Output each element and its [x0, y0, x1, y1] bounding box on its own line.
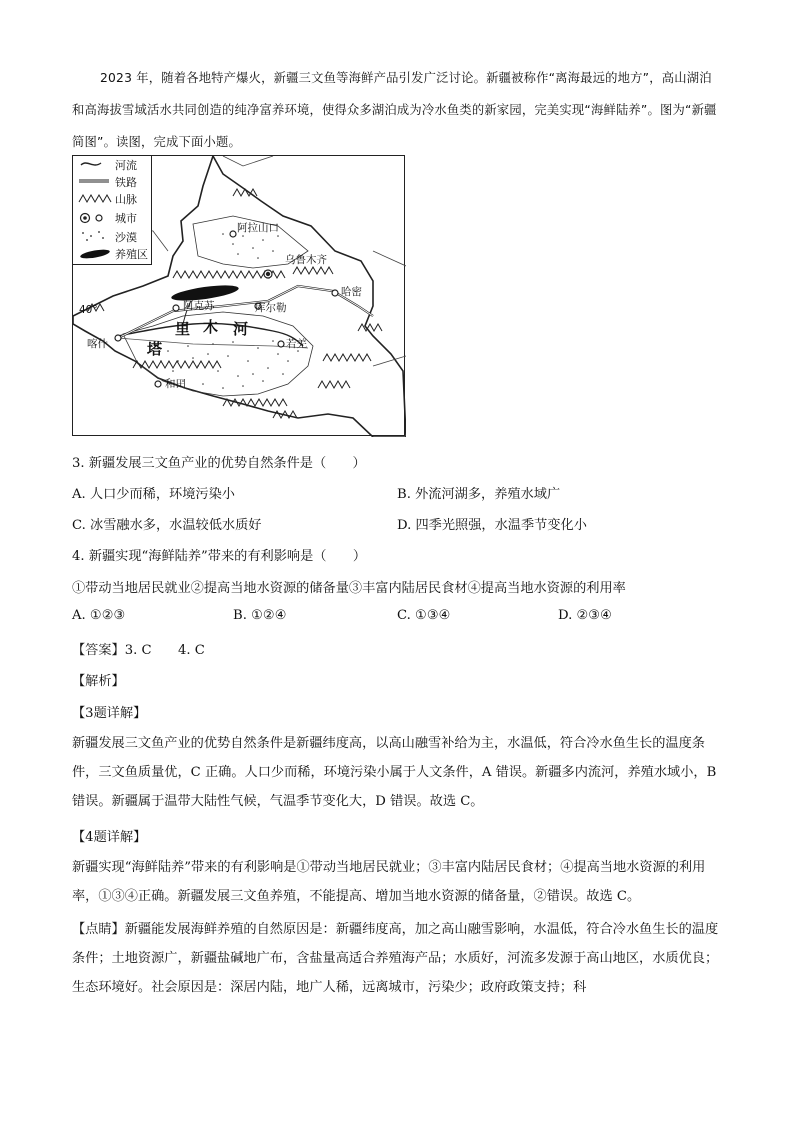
label-ta: 塔: [147, 340, 163, 358]
q3-option-b: B. 外流河湖多，养殖水域广: [397, 487, 561, 502]
answer-text: 3. C 4. C: [124, 643, 205, 658]
q3-option-a: A. 人口少而稀，环境污染小: [72, 487, 235, 502]
label-urumqi: 乌鲁木齐: [285, 254, 327, 266]
q3-option-d: D. 四季光照强，水温季节变化小: [397, 518, 587, 533]
map-legend: [73, 156, 152, 265]
intro-paragraph: 2023 年，随着各地特产爆火，新疆三文鱼等海鲜产品引发广泛讨论。新疆被称作“离海最远的地方”，高山湖泊和高海拔雪域活水共同创造的纯净富养环境，使得众多湖泊成为冷水鱼类的新家园，完美实现“海鲜陆养”。图为“新疆简图”。读图，完成下面小题。: [72, 71, 717, 149]
q4-items: ①带动当地居民就业②提高当地水资源的储备量③丰富内陆居民食材④提高当地水资源的利用率: [72, 581, 626, 596]
label-latitude: 40°: [79, 304, 98, 316]
note-paragraph: [72, 915, 724, 1002]
q3-detail: 新疆发展三文鱼产业的优势自然条件是新疆纬度高，以高山融雪补给为主，水温低，符合冷水鱼生长的温度条件，三文鱼质量优，C 正确。人口少而稀，环境污染小属于人文条件，A 错误。新疆多内流河，养殖水域小，B 错误。新疆属于温带大陆性气候，气温季节变化大，D 错误。故选 C。: [72, 736, 717, 809]
q3-option-c: C. 冰雪融水多，水温较低水质好: [72, 518, 262, 533]
label-aksu: 阿克苏: [183, 300, 215, 312]
q4-detail: 新疆实现“海鲜陆养”带来的有利影响是①带动当地居民就业；③丰富内陆居民食材；④提高当地水资源的利用率，①③④正确。新疆发展三文鱼养殖，不能提高、增加当地水资源的储备量，②错误。故选 C。: [72, 860, 706, 904]
answer-line: [72, 639, 205, 658]
q4-option-c: C. ①③④: [397, 608, 451, 623]
label-hotan: 和田: [165, 378, 186, 390]
label-alashankou: 阿拉山口: [237, 222, 279, 234]
label-tarim-char2: 木: [203, 318, 219, 336]
legend-railway: 铁路: [115, 176, 137, 189]
q4-detail-title: 【4题详解】: [72, 830, 147, 845]
q4-option-d: D. ②③④: [558, 608, 612, 623]
label-tarim-char1: 里: [175, 320, 191, 338]
analysis-label: 【解析】: [72, 674, 125, 689]
legend-desert: 沙漠: [115, 231, 137, 244]
legend-mountain: 山脉: [115, 193, 137, 206]
q3-stem: 3. 新疆发展三文鱼产业的优势自然条件是（ ）: [72, 456, 366, 471]
legend-aquaculture: 养殖区: [115, 248, 148, 261]
note-label: 【点睛】: [72, 922, 125, 937]
note-text: 新疆能发展海鲜养殖的自然原因是：新疆纬度高，加之高山融雪影响，水温低，符合冷水鱼生长的温度条件；土地资源广，新疆盐碱地广布，含盐量高适合养殖海产品；水质好，河流多发源于高山地区，水质优良；生态环境好。社会原因是：深居内陆，地广人稀，远离城市，污染少；政府政策支持；科: [72, 922, 719, 995]
q4-stem: 4. 新疆实现“海鲜陆养”带来的有利影响是（ ）: [72, 549, 367, 564]
q4-option-b: B. ①②④: [233, 608, 287, 623]
legend-city: 城市: [115, 212, 137, 225]
answer-label: 【答案】: [72, 643, 125, 658]
legend-river: 河流: [115, 159, 137, 172]
q3-detail-title: 【3题详解】: [72, 706, 147, 721]
xinjiang-map: [72, 155, 405, 436]
label-tarim-char3: 河: [233, 320, 249, 338]
label-kashgar: 喀什: [87, 338, 108, 350]
label-korla: 库尔勒: [255, 302, 287, 314]
label-ruoqiang: 若羌: [286, 338, 307, 350]
q4-option-a: A. ①②③: [72, 608, 126, 623]
label-hami: 哈密: [341, 286, 362, 298]
